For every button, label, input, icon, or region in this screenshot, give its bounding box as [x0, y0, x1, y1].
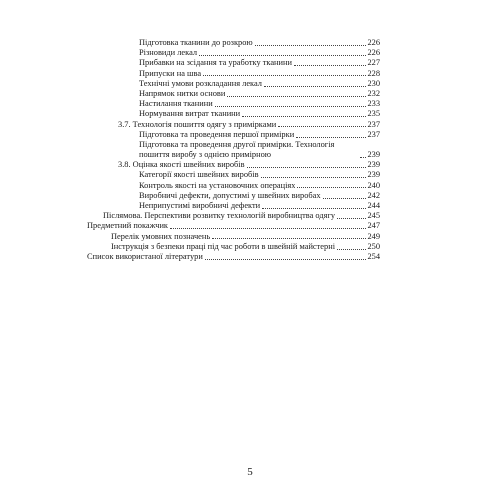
toc-entry — [111, 242, 380, 252]
toc-dot-leader — [212, 238, 366, 239]
toc-dot-leader — [264, 86, 366, 87]
toc-entry-page: 233 — [367, 99, 380, 109]
toc-dot-leader — [255, 45, 367, 46]
toc-dot-leader — [337, 218, 366, 219]
toc-dot-leader — [261, 177, 367, 178]
toc-row — [0, 211, 500, 221]
toc-dot-leader — [170, 228, 366, 229]
toc-entry — [139, 89, 380, 99]
toc-entry-page: 239 — [367, 170, 380, 180]
toc-entry — [118, 160, 380, 170]
toc-entry — [87, 221, 380, 231]
toc-entry-page: 247 — [367, 221, 380, 231]
toc-entry-page: 226 — [367, 48, 380, 58]
toc-row — [0, 58, 500, 68]
toc-dot-leader — [242, 116, 366, 117]
toc-dot-leader — [278, 126, 366, 127]
toc-row — [0, 69, 500, 79]
toc-entry-page: 232 — [367, 88, 380, 98]
toc-entry-page: 228 — [367, 68, 380, 78]
toc-entry-title: Післямова. Перспективи розвитку технологій виробництва одягу — [103, 211, 336, 221]
toc-entry — [139, 140, 380, 160]
toc-row — [0, 109, 500, 119]
toc-entry-title: 3.7. Технологія пошиття одягу з примірками — [118, 119, 277, 129]
toc-dot-leader — [360, 157, 366, 158]
toc-entry-title: Припуски на шва — [139, 68, 202, 78]
toc-entry — [139, 38, 380, 48]
toc-row — [0, 79, 500, 89]
toc-entry-page: 230 — [367, 78, 380, 88]
toc-row — [0, 89, 500, 99]
toc-entry-page: 245 — [367, 211, 380, 221]
toc-entry-title: Контроль якості на установочних операціях — [139, 180, 296, 190]
toc-entry-title: Настилання тканини — [139, 99, 213, 109]
toc-entry-title: Неприпустимі виробничі дефекти — [139, 201, 261, 211]
table-of-contents — [0, 38, 500, 262]
toc-entry — [103, 211, 380, 221]
toc-entry-title: Список використаної літератури — [87, 251, 203, 261]
toc-row — [0, 232, 500, 242]
toc-row — [0, 140, 500, 160]
toc-entry-page: 239 — [367, 150, 380, 160]
toc-entry-page: 254 — [367, 251, 380, 261]
toc-row — [0, 170, 500, 180]
toc-entry-title: Прибавки на зсідання та уработку тканини — [139, 58, 292, 68]
toc-row — [0, 38, 500, 48]
toc-entry — [139, 181, 380, 191]
toc-entry-page: 249 — [367, 231, 380, 241]
toc-dot-leader — [323, 198, 367, 199]
toc-entry-title: 3.8. Оцінка якості швейних виробів — [118, 160, 245, 170]
toc-entry — [139, 130, 380, 140]
toc-row — [0, 252, 500, 262]
toc-dot-leader — [215, 106, 367, 107]
toc-row — [0, 242, 500, 252]
toc-row — [0, 221, 500, 231]
toc-entry-page: 244 — [367, 201, 380, 211]
toc-row — [0, 120, 500, 130]
toc-entry-page: 250 — [367, 241, 380, 251]
toc-dot-leader — [199, 55, 366, 56]
toc-entry-title: Підготовка тканини до розкрою — [139, 38, 253, 47]
toc-entry — [139, 191, 380, 201]
toc-entry-title: Предметний покажчик — [87, 221, 168, 231]
toc-entry — [139, 79, 380, 89]
toc-entry-page: 237 — [367, 119, 380, 129]
toc-row — [0, 160, 500, 170]
toc-entry — [139, 48, 380, 58]
toc-entry-page: 235 — [367, 109, 380, 119]
toc-dot-leader — [296, 137, 366, 138]
toc-entry — [139, 201, 380, 211]
toc-entry-title: Напрямок нитки основи — [139, 88, 226, 98]
toc-dot-leader — [227, 96, 366, 97]
toc-entry-title: Нормування витрат тканини — [139, 109, 241, 119]
toc-row — [0, 201, 500, 211]
toc-entry-title: Інструкція з безпеки праці під час роботи в швейній майстерні — [111, 241, 336, 251]
toc-row — [0, 181, 500, 191]
toc-entry-page: 237 — [367, 129, 380, 139]
toc-row — [0, 99, 500, 109]
toc-row — [0, 191, 500, 201]
toc-entry — [139, 170, 380, 180]
toc-dot-leader — [205, 259, 367, 260]
toc-entry — [139, 99, 380, 109]
toc-dot-leader — [203, 75, 366, 76]
toc-dot-leader — [247, 167, 367, 168]
toc-entry — [87, 252, 380, 262]
page-number: 5 — [247, 466, 253, 478]
toc-entry — [118, 120, 380, 130]
toc-entry — [111, 232, 380, 242]
toc-row — [0, 130, 500, 140]
toc-dot-leader — [337, 249, 366, 250]
toc-entry — [139, 69, 380, 79]
toc-entry-page: 239 — [367, 160, 380, 170]
toc-entry-title: Підготовка та проведення другої примірки. Технологія пошиття виробу з однією примірною — [139, 139, 335, 160]
toc-entry-title: Категорії якості швейних виробів — [139, 170, 259, 180]
toc-dot-leader — [297, 187, 366, 188]
toc-entry-page: 226 — [367, 38, 380, 47]
toc-entry-title: Різновиди лекал — [139, 48, 198, 58]
toc-entry — [139, 58, 380, 68]
toc-entry-page: 242 — [367, 190, 380, 200]
toc-entry-title: Підготовка та проведення першої примірки — [139, 129, 295, 139]
toc-dot-leader — [262, 208, 366, 209]
toc-entry-title: Виробничі дефекти, допустимі у швейних виробах — [139, 190, 321, 200]
toc-entry — [139, 109, 380, 119]
toc-entry-page: 240 — [367, 180, 380, 190]
toc-row — [0, 48, 500, 58]
toc-entry-title: Технічні умови розкладання лекал — [139, 78, 262, 88]
toc-dot-leader — [294, 65, 366, 66]
toc-entry-title: Перелік умовних позначень — [111, 231, 211, 241]
toc-entry-page: 227 — [367, 58, 380, 68]
